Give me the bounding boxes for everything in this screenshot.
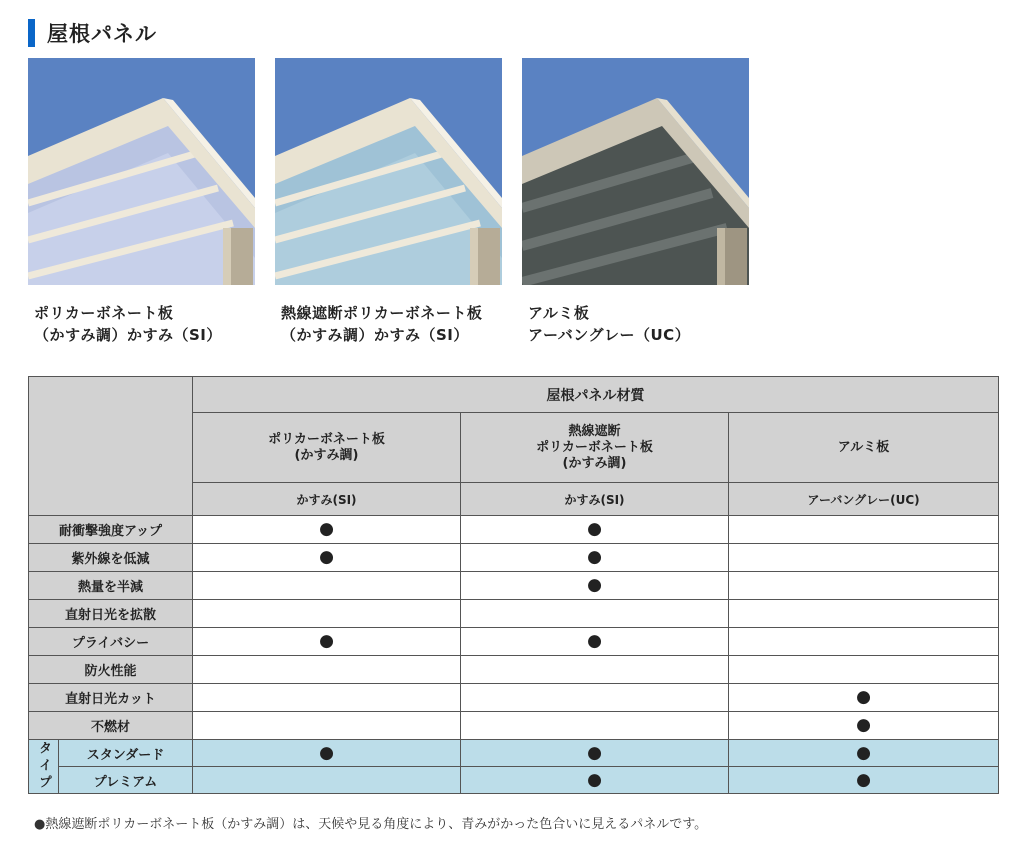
table-cell — [461, 684, 729, 712]
table-cell — [461, 656, 729, 684]
table-cell: ● — [461, 767, 729, 794]
table-corner — [29, 377, 193, 516]
table-cell — [193, 572, 461, 600]
column-header-material: アルミ板 — [729, 413, 999, 483]
footnote: ●熱線遮断ポリカーボネート板（かすみ調）は、天候や見る角度により、青みがかった色合いに見えるパネルです。 — [34, 817, 708, 832]
table-row — [29, 600, 999, 628]
table-cell: ● — [729, 767, 999, 794]
panel-caption-heat-shield-polycarbonate: 熱線遮断ポリカーボネート板 （かすみ調）かすみ（SI） — [281, 304, 483, 344]
table-cell — [193, 767, 461, 794]
table-cell — [729, 572, 999, 600]
table-cell — [729, 656, 999, 684]
column-header-color: かすみ(SI) — [461, 483, 729, 516]
feature-label: 直射日光を拡散 — [29, 600, 193, 628]
table-row — [29, 740, 999, 767]
feature-label: 不燃材 — [29, 712, 193, 740]
table-cell: ● — [193, 740, 461, 767]
type-row-label: スタンダード — [59, 740, 193, 767]
table-cell — [193, 600, 461, 628]
table-cell: ● — [461, 572, 729, 600]
table-cell — [729, 600, 999, 628]
table-cell — [193, 656, 461, 684]
table-cell: ● — [729, 684, 999, 712]
table-row — [29, 572, 999, 600]
column-header-material: ポリカーボネート板 (かすみ調) — [193, 413, 461, 483]
heading-accent-bar — [28, 19, 35, 47]
panel-caption-polycarbonate: ポリカーボネート板 （かすみ調）かすみ（SI） — [34, 304, 222, 344]
table-cell: ● — [729, 712, 999, 740]
table-row — [29, 544, 999, 572]
feature-label: 直射日光カット — [29, 684, 193, 712]
table-cell — [461, 712, 729, 740]
table-cell: ● — [193, 628, 461, 656]
column-header-color: アーバングレー(UC) — [729, 483, 999, 516]
table-cell: ● — [193, 516, 461, 544]
panel-caption-aluminum: アルミ板 アーバングレー（UC） — [528, 304, 691, 344]
feature-label: 熱量を半減 — [29, 572, 193, 600]
table-cell — [193, 684, 461, 712]
type-label: タイプ — [29, 740, 59, 794]
table-row — [29, 516, 999, 544]
group-header: 屋根パネル材質 — [193, 377, 999, 413]
panel-photo-aluminum — [522, 58, 749, 285]
table-cell: ● — [461, 544, 729, 572]
table-row — [29, 628, 999, 656]
roof-panel-spec-table — [28, 376, 999, 794]
table-cell: ● — [461, 740, 729, 767]
column-header-color: かすみ(SI) — [193, 483, 461, 516]
feature-label: 耐衝撃強度アップ — [29, 516, 193, 544]
table-cell — [193, 712, 461, 740]
panel-photo-heat-shield-polycarbonate — [275, 58, 502, 285]
table-cell: ● — [461, 628, 729, 656]
table-row — [29, 712, 999, 740]
table-row — [29, 767, 999, 794]
section-heading — [28, 18, 157, 48]
feature-label: 防火性能 — [29, 656, 193, 684]
type-row-label: プレミアム — [59, 767, 193, 794]
table-cell: ● — [461, 516, 729, 544]
section-title: 屋根パネル — [47, 22, 157, 46]
column-header-material: 熱線遮断 ポリカーボネート板 (かすみ調) — [461, 413, 729, 483]
table-cell — [461, 600, 729, 628]
panel-photo-polycarbonate — [28, 58, 255, 285]
table-cell: ● — [729, 740, 999, 767]
table-cell: ● — [193, 544, 461, 572]
table-cell — [729, 628, 999, 656]
table-cell — [729, 516, 999, 544]
table-cell — [729, 544, 999, 572]
feature-label: 紫外線を低減 — [29, 544, 193, 572]
table-row — [29, 684, 999, 712]
feature-label: プライバシー — [29, 628, 193, 656]
table-row — [29, 656, 999, 684]
